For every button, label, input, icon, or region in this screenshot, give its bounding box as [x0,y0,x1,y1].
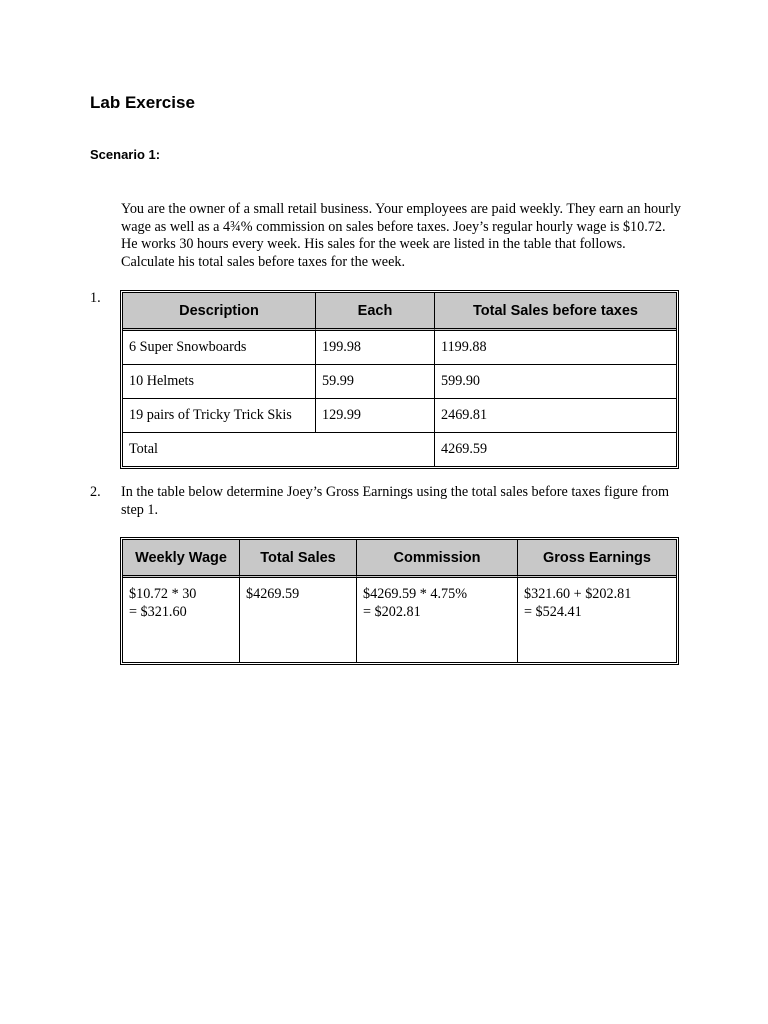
header-total-sales: Total Sales [240,540,357,578]
row-description: 10 Helmets [123,365,316,399]
commission-formula: $4269.59 * 4.75% [363,586,468,602]
row-description: 6 Super Snowboards [123,331,316,365]
gross-earnings-table [120,537,679,665]
table-row [123,399,676,433]
gross-earnings-formula: $321.60 + $202.81 [524,586,632,602]
step-2-number: 2. [90,484,101,500]
header-gross-earnings: Gross Earnings [518,540,676,578]
intro-paragraph: You are the owner of a small retail business. Your employees are paid weekly. They earn an hourly wage as well as a 4¾% commission on sales before taxes. Joey’s regular hourly wage is $10.72. He works 30 hours every week. His sales for the week are listed in the table that follows. Calculate his total sales before taxes for the week. [121,201,682,270]
total-sales-cell [240,578,357,662]
total-value: 4269.59 [441,441,488,457]
header-total-sales: Total Sales before taxes [435,293,676,331]
sales-table [120,290,679,469]
row-description: 19 pairs of Tricky Trick Skis [123,399,316,433]
weekly-wage-cell [123,578,240,662]
step-2-instructions: In the table below determine Joey’s Gross Earnings using the total sales before taxes figure from step 1. [121,484,670,518]
gross-earnings-header-row [123,540,676,578]
row-total: 2469.81 [435,399,676,433]
row-each: 59.99 [316,365,435,399]
header-commission: Commission [357,540,518,578]
table-row [123,578,676,662]
total-row [123,433,676,466]
table-row [123,331,676,365]
scenario-heading: Scenario 1: [90,147,161,162]
row-total: 1199.88 [435,331,676,365]
page-title: Lab Exercise [90,93,195,112]
table-row [123,365,676,399]
weekly-wage-result: = $321.60 [129,603,187,620]
header-each: Each [316,293,435,331]
total-sales-value: $4269.59 [246,586,300,602]
row-each: 199.98 [316,331,435,365]
row-total: 599.90 [435,365,676,399]
gross-earnings-result: = $524.41 [524,603,582,620]
commission-result: = $202.81 [363,603,421,620]
step-1-number: 1. [90,290,101,306]
sales-table-header-row [123,293,676,331]
total-label: Total [123,433,435,466]
header-description: Description [123,293,316,331]
row-each: 129.99 [316,399,435,433]
header-weekly-wage: Weekly Wage [123,540,240,578]
gross-earnings-cell [518,578,676,662]
weekly-wage-formula: $10.72 * 30 [129,586,197,602]
commission-cell [357,578,518,662]
